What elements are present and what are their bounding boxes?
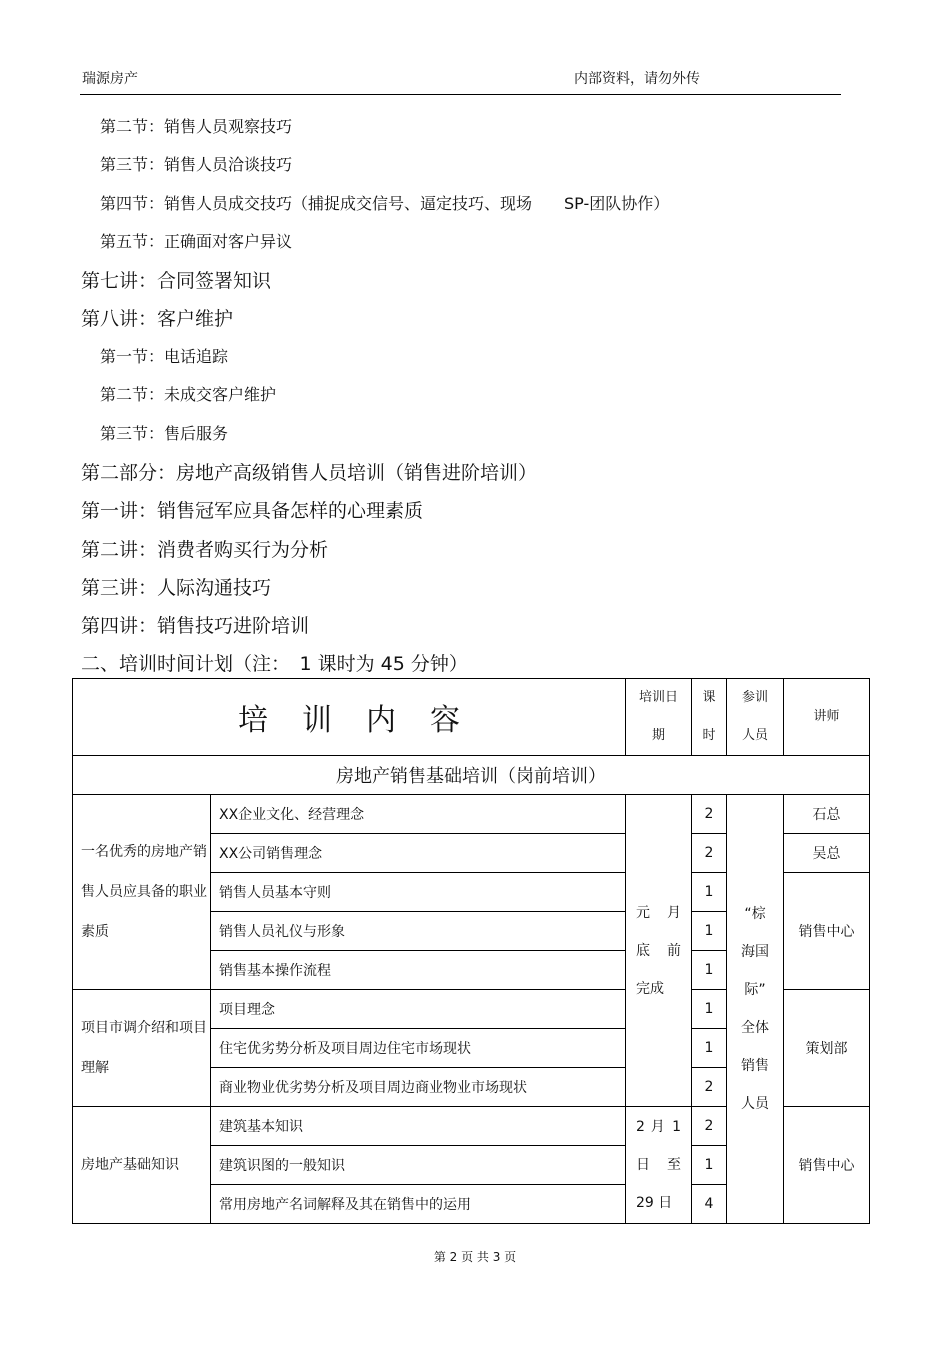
course-hours: 1	[692, 951, 727, 990]
group-professional-quality: 一名优秀的房地产销售人员应具备的职业素质	[73, 795, 211, 990]
page-footer: 第 2 页 共 3 页	[433, 1250, 517, 1264]
outline-line: 第七讲：合同签署知识	[81, 270, 272, 292]
group-market-research: 项目市调介绍和项目理解	[73, 990, 211, 1107]
date-line: 底 前	[636, 942, 681, 959]
attendees-cell	[727, 795, 784, 1224]
course-item: 销售人员基本守则	[211, 873, 626, 912]
company-name: 瑞源房产	[82, 71, 138, 87]
date-line: 元 月	[636, 904, 681, 921]
course-item: 项目理念	[211, 990, 626, 1029]
outline-line: 第五节：正确面对客户异议	[100, 232, 293, 251]
course-item: 常用房地产名词解释及其在销售中的运用	[211, 1185, 626, 1224]
header-date: 培训日期	[626, 679, 692, 756]
attendee-line: 海国	[741, 944, 769, 960]
course-hours: 1	[692, 912, 727, 951]
outline-line: 第二节：销售人员观察技巧	[100, 117, 293, 136]
course-item: 销售基本操作流程	[211, 951, 626, 990]
course-item: XX公司销售理念	[211, 834, 626, 873]
table-header-row	[73, 679, 870, 756]
outline-line: 第三节：销售人员洽谈技巧	[100, 155, 293, 174]
training-date-a	[626, 795, 692, 1107]
attendee-line: 人员	[741, 1096, 769, 1112]
lecturer-cell: 销售中心	[784, 1107, 870, 1224]
outline-line: 第八讲：客户维护	[81, 308, 234, 330]
course-hours: 1	[692, 873, 727, 912]
header-content: 培训内容	[73, 679, 626, 756]
lecturer-cell: 策划部	[784, 990, 870, 1107]
outline-line: 第二部分：房地产高级销售人员培训（销售进阶培训）	[81, 462, 538, 484]
course-item: XX企业文化、经营理念	[211, 795, 626, 834]
course-hours: 2	[692, 795, 727, 834]
course-hours: 2	[692, 1068, 727, 1107]
attendee-line: 销售	[741, 1058, 769, 1074]
date-line: 29 日	[636, 1195, 673, 1211]
outline-line: 第二节：未成交客户维护	[100, 385, 277, 404]
attendee-line: “棕	[744, 906, 766, 922]
date-line: 2 月 1	[636, 1119, 681, 1135]
course-hours: 4	[692, 1185, 727, 1224]
outline-line: 第四讲：销售技巧进阶培训	[81, 615, 310, 637]
outline-line: 第一讲：销售冠军应具备怎样的心理素质	[81, 500, 424, 522]
course-item: 商业物业优劣势分析及项目周边商业物业市场现状	[211, 1068, 626, 1107]
outline-line: 第二讲：消费者购买行为分析	[81, 539, 329, 561]
course-item: 建筑识图的一般知识	[211, 1146, 626, 1185]
lecturer-cell: 吴总	[784, 834, 870, 873]
training-date-b	[626, 1107, 692, 1224]
attendee-line: 全体	[741, 1020, 769, 1036]
course-hours: 1	[692, 990, 727, 1029]
section-band: 房地产销售基础培训（岗前培训）	[73, 756, 870, 795]
lecturer-cell: 销售中心	[784, 873, 870, 990]
course-item: 住宅优劣势分析及项目周边住宅市场现状	[211, 1029, 626, 1068]
header-attendees: 参训人员	[727, 679, 784, 756]
course-hours: 2	[692, 1107, 727, 1146]
date-line: 完成	[636, 980, 664, 997]
course-item: 销售人员礼仪与形象	[211, 912, 626, 951]
lecturer-cell: 石总	[784, 795, 870, 834]
header-divider	[80, 94, 841, 95]
group-real-estate-basics: 房地产基础知识	[73, 1107, 211, 1224]
course-item: 建筑基本知识	[211, 1107, 626, 1146]
table-row	[73, 795, 870, 834]
outline-line: 二、培训时间计划（注： 1 课时为 45 分钟）	[81, 653, 468, 675]
date-line: 日 至	[636, 1157, 681, 1173]
outline-line: 第三节：售后服务	[100, 424, 229, 443]
course-hours: 2	[692, 834, 727, 873]
course-hours: 1	[692, 1029, 727, 1068]
outline-line: 第三讲：人际沟通技巧	[81, 577, 272, 599]
outline-line: 第一节：电话追踪	[100, 347, 229, 366]
attendee-line: 际”	[744, 982, 766, 998]
training-schedule-table	[72, 678, 870, 1224]
outline-line: 第四节：销售人员成交技巧（捕捉成交信号、逼定技巧、现场 SP-团队协作）	[100, 194, 670, 213]
course-hours: 1	[692, 1146, 727, 1185]
header-lecturer: 讲师	[784, 679, 870, 756]
confidential-note: 内部资料，请勿外传	[574, 71, 700, 87]
header-hours: 课时	[692, 679, 727, 756]
section-band-row	[73, 756, 870, 795]
